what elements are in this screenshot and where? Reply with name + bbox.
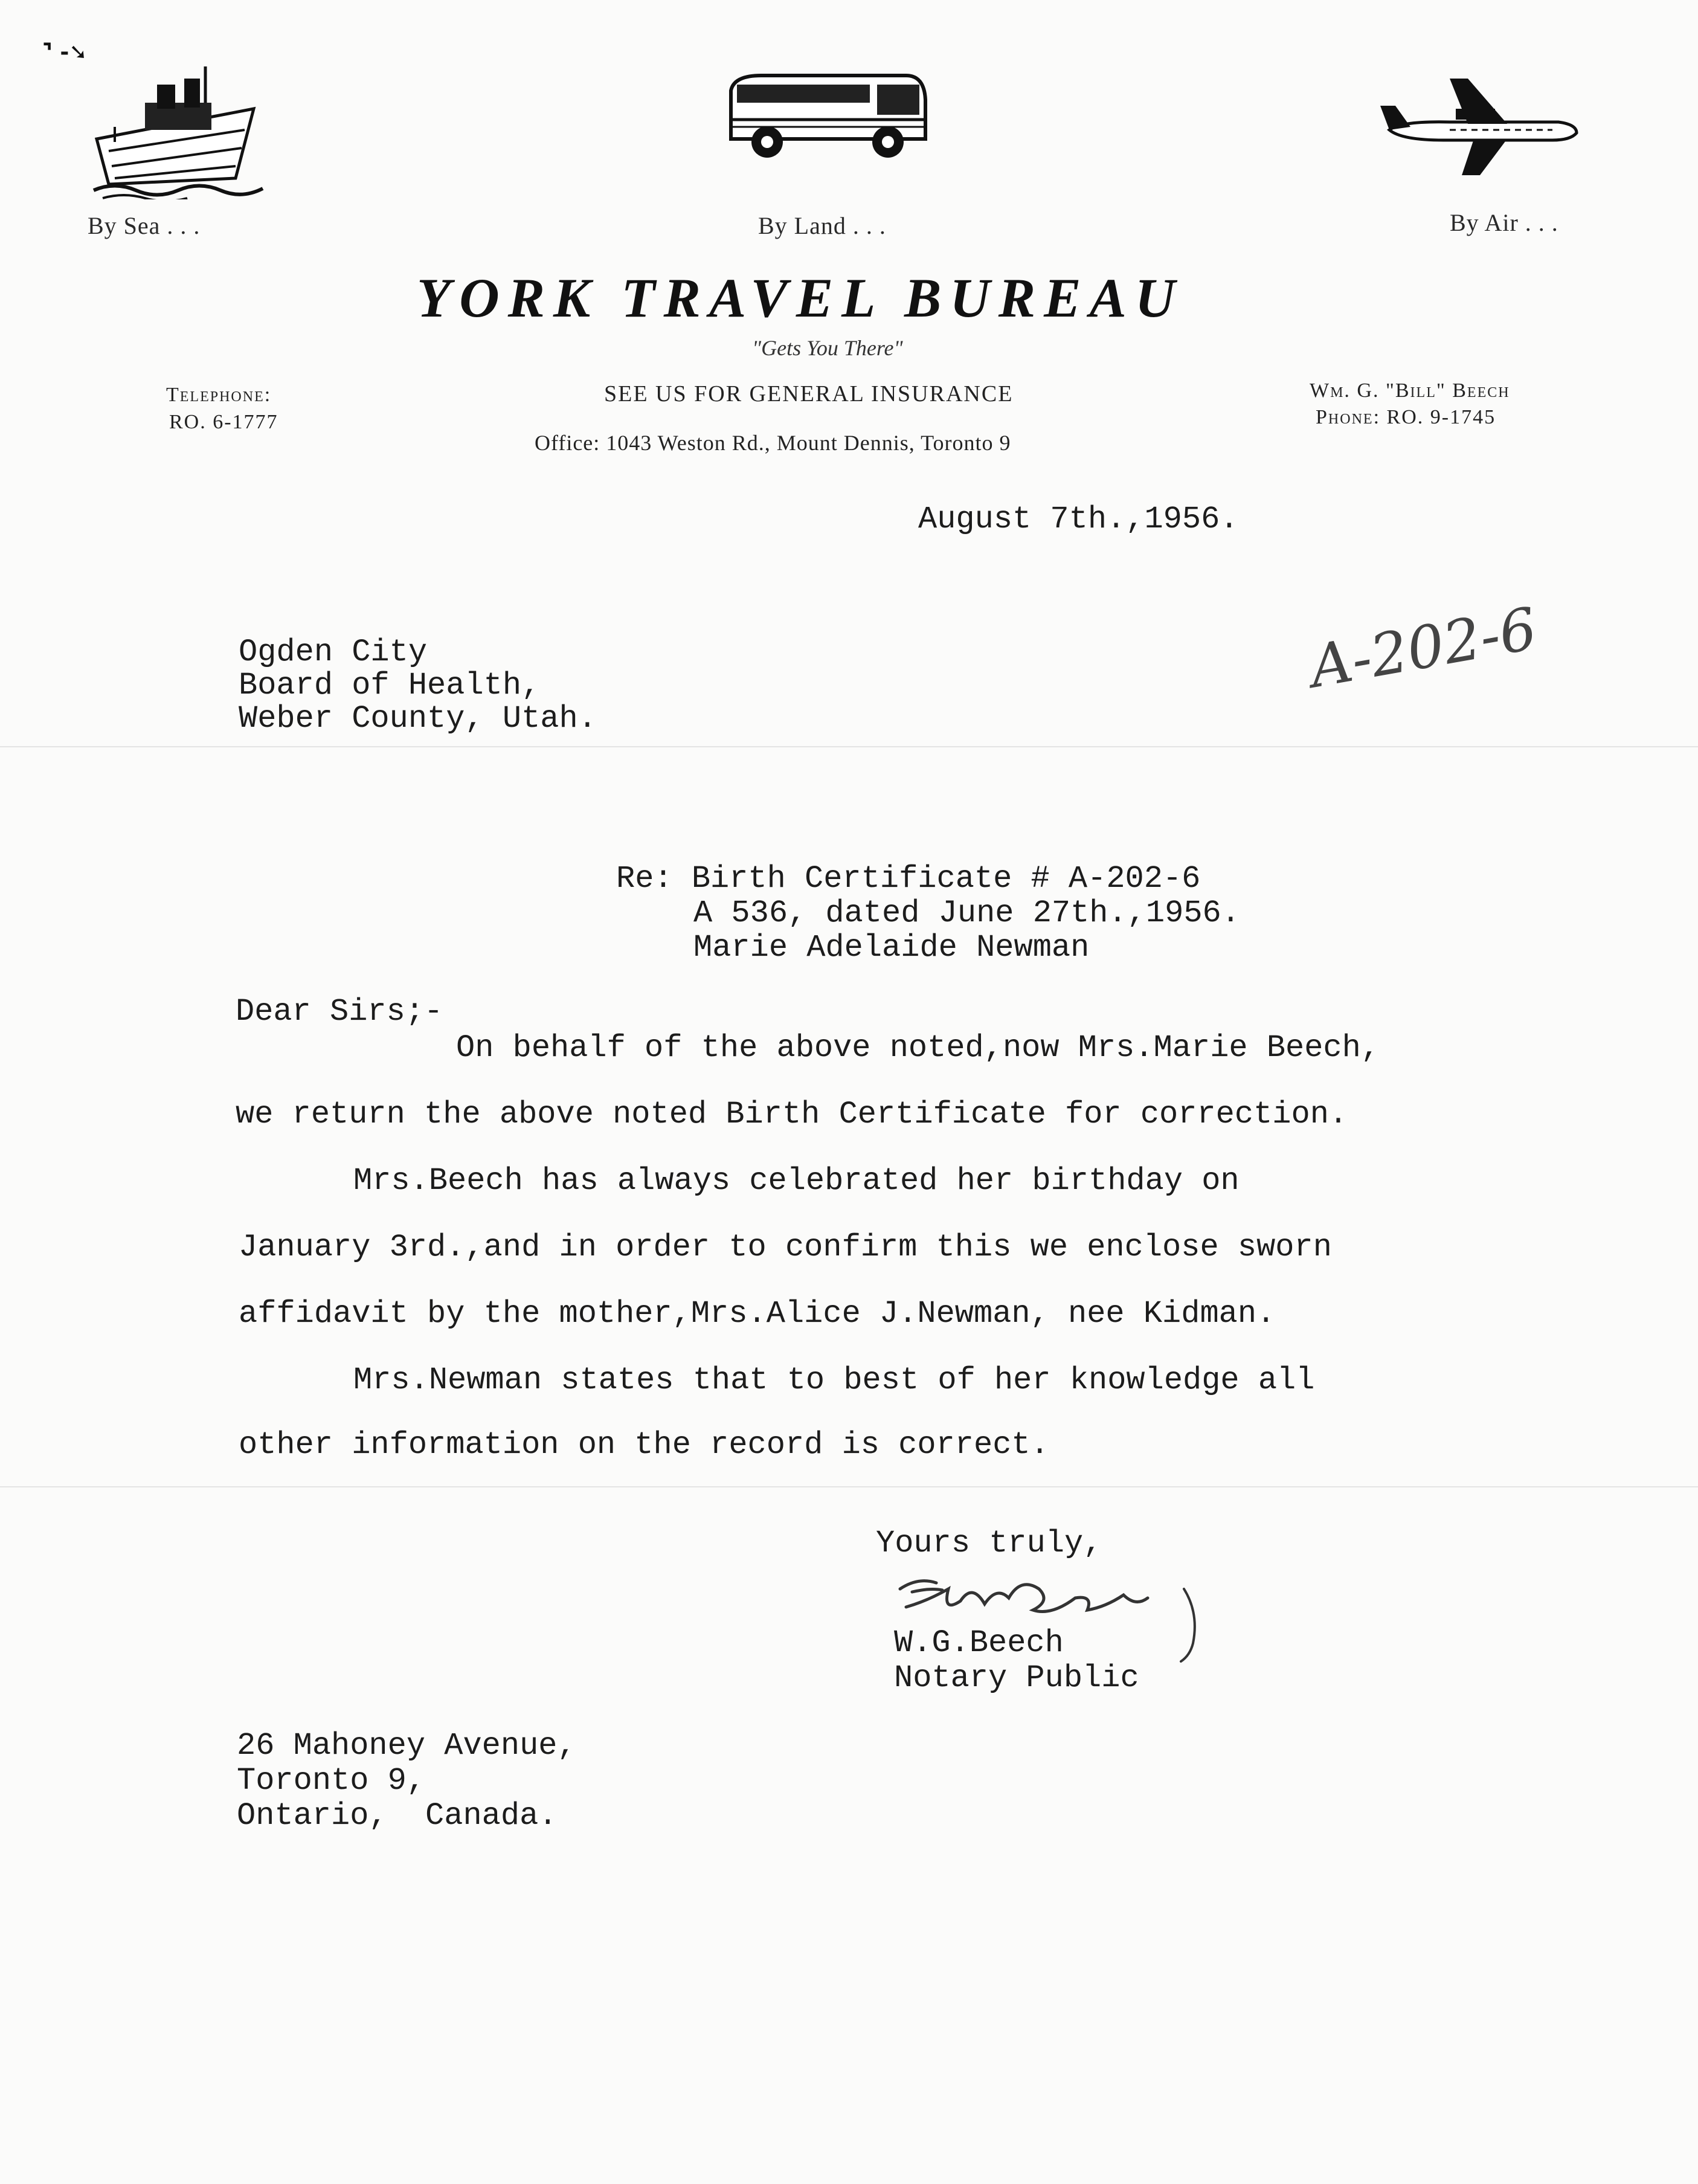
signer-name: W.G.Beech [894, 1625, 1064, 1661]
slogan: "Gets You There" [752, 336, 903, 360]
handwritten-margin-note: A-202-6 [1305, 594, 1542, 701]
proprietor-phone: Phone: RO. 9-1745 [1316, 406, 1496, 428]
signer-title: Notary Public [894, 1660, 1139, 1696]
bus-icon [725, 66, 930, 163]
office-address: Office: 1043 Weston Rd., Mount Dennis, Toronto 9 [535, 431, 1011, 455]
reference-line: A 536, dated June 27th.,1956. [693, 895, 1240, 931]
body-line: On behalf of the above noted,now Mrs.Marie Beech, [456, 1030, 1380, 1066]
salutation: Dear Sirs;- [236, 994, 443, 1029]
body-line: affidavit by the mother,Mrs.Alice J.Newman, nee Kidman. [239, 1296, 1276, 1332]
reference-line: Re: Birth Certificate # A-202-6 [616, 861, 1201, 897]
caption-by-land: By Land . . . [758, 212, 886, 239]
telephone-number: RO. 6-1777 [169, 411, 278, 433]
body-line: Mrs.Beech has always celebrated her birthday on [353, 1163, 1240, 1199]
proprietor-name: Wm. G. "Bill" Beech [1310, 379, 1510, 402]
corner-mark: ⌝ -➘ [42, 40, 88, 65]
body-line: Mrs.Newman states that to best of her knowledge all [353, 1362, 1315, 1398]
caption-by-air: By Air . . . [1450, 209, 1558, 236]
insurance-notice: SEE US FOR GENERAL INSURANCE [604, 381, 1014, 407]
closing: Yours truly, [876, 1525, 1102, 1561]
fold-line [0, 1486, 1698, 1487]
firm-name: YORK TRAVEL BUREAU [417, 267, 1184, 329]
reference-line: Marie Adelaide Newman [693, 930, 1090, 965]
telephone-label: Telephone: [166, 384, 272, 406]
airplane-icon [1377, 72, 1583, 181]
body-line: January 3rd.,and in order to confirm this we enclose sworn [239, 1229, 1332, 1265]
recipient-line: Weber County, Utah. [239, 701, 597, 736]
body-line: other information on the record is correct. [239, 1427, 1049, 1463]
caption-by-sea: By Sea . . . [88, 212, 201, 239]
sender-address-line: 26 Mahoney Avenue, [237, 1728, 576, 1764]
body-line: we return the above noted Birth Certificate for correction. [236, 1097, 1348, 1132]
ship-icon [91, 60, 272, 199]
letter-date: August 7th.,1956. [918, 501, 1239, 537]
recipient-line: Ogden City [239, 634, 428, 670]
sender-address-line: Toronto 9, [237, 1763, 426, 1799]
sender-address-line: Ontario, Canada. [237, 1798, 558, 1834]
recipient-line: Board of Health, [239, 668, 541, 703]
fold-line [0, 746, 1698, 747]
